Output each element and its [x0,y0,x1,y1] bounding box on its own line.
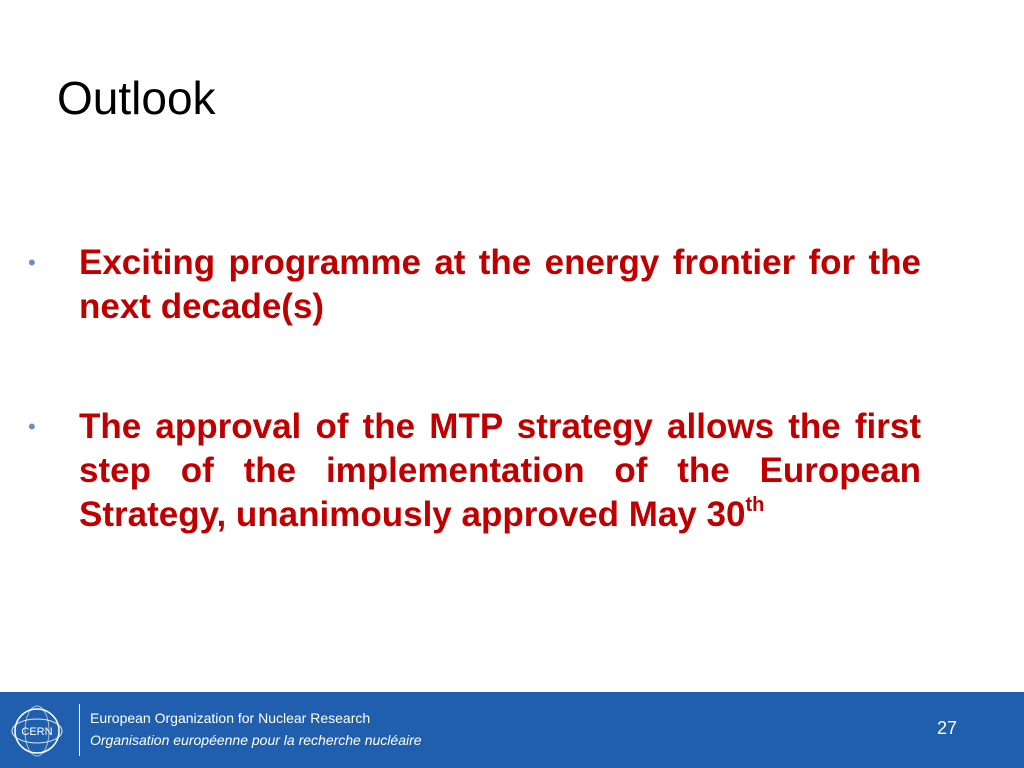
cern-logo [10,704,64,758]
bullet-superscript: th [745,494,765,517]
slide-title: Outlook [57,72,216,124]
bullet-marker: • [28,414,36,439]
bullet-marker: • [28,250,36,275]
bullet-text-body: The approval of the MTP strategy allows the first step of the implementation of the European Strategy, unanimously approved May 30 [79,407,921,534]
org-name-french: Organisation européenne pour la recherche nucléaire [90,732,422,748]
bullet-text: Exciting programme at the energy frontier for the next decade(s) [79,243,921,326]
footer-bar [0,692,1024,768]
cern-logo-text: CERN [21,726,53,738]
footer-divider [79,704,80,756]
org-name-english: European Organization for Nuclear Research [90,710,371,726]
page-number: 27 [936,718,957,738]
bullet-text [79,405,921,537]
